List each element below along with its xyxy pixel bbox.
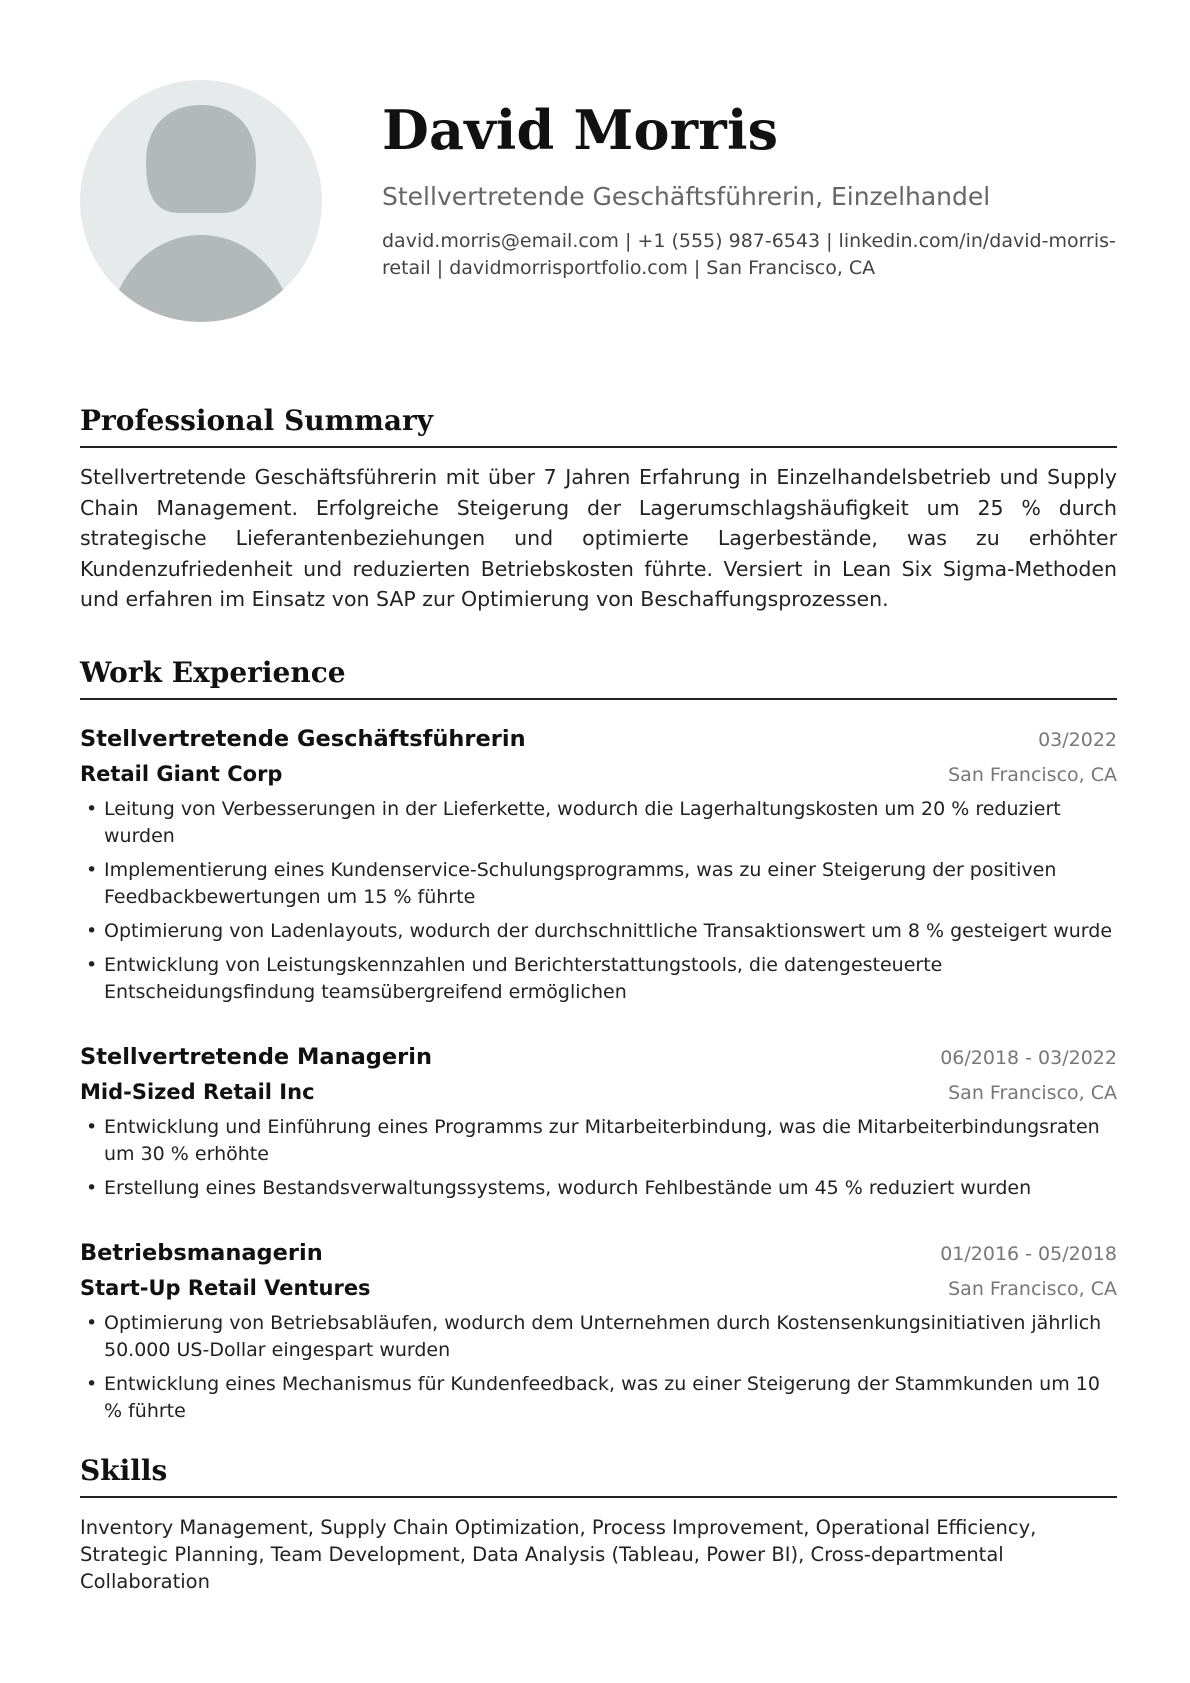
job-company: Retail Giant Corp [80,762,283,786]
experience-title: Work Experience [80,654,1117,700]
summary-section [80,402,1117,615]
job-header [80,1040,1117,1075]
bullet-item: • Entwicklung eines Mechanismus für Kundenfeedback, was zu einer Steigerung der Stammkunden um 10 % führte [80,1371,1117,1425]
summary-title: Professional Summary [80,402,1117,448]
avatar [80,80,322,322]
job-entry [80,722,1117,1006]
job-bullets [80,796,1117,1006]
job-title: Stellvertretende Managerin [80,1044,432,1070]
person-silhouette-icon [80,80,322,322]
job-company: Start-Up Retail Ventures [80,1276,371,1300]
job-title: Betriebsmanagerin [80,1240,323,1266]
summary-text: Stellvertretende Geschäftsführerin mit über 7 Jahren Erfahrung in Einzelhandelsbetrieb und Supply Chain Management. Erfolgreiche Steigerung der Lagerumschlagshäufigkeit um 25 % durch strategische Lieferantenbeziehungen und optimierte Lagerbestände, was zu erhöhter Kundenzufriedenheit und reduzierten Betriebskosten führte. Versiert in Lean Six Sigma-Methoden und erfahren im Einsatz von SAP zur Optimierung von Beschaffungsprozessen. [80,465,1117,611]
bullet-item: • Implementierung eines Kundenservice-Schulungsprogramms, was zu einer Steigerung der positiven Feedbackbewertungen um 15 % führte [80,857,1117,911]
skills-title: Skills [80,1452,1117,1498]
job-title: Stellvertretende Geschäftsführerin [80,726,526,752]
job-location: San Francisco, CA [948,764,1117,786]
bullet-item: • Optimierung von Betriebsabläufen, wodurch dem Unternehmen durch Kostensenkungsinitiativen jährlich 50.000 US-Dollar eingespart wurden [80,1310,1117,1364]
skills-section [80,1452,1117,1595]
bullet-item: • Entwicklung und Einführung eines Programms zur Mitarbeiterbindung, was die Mitarbeiterbindungsraten um 30 % erhöhte [80,1114,1117,1168]
job-bullets [80,1114,1117,1202]
job-subheader [80,757,1117,792]
job-date: 06/2018 - 03/2022 [940,1047,1117,1069]
job-entry [80,1236,1117,1425]
job-date: 03/2022 [1038,729,1117,751]
experience-section [80,654,1117,1432]
job-subheader [80,1271,1117,1306]
candidate-name: David Morris [382,98,779,162]
job-subheader [80,1075,1117,1110]
job-bullets [80,1310,1117,1425]
skills-text: Inventory Management, Supply Chain Optimization, Process Improvement, Operational Efficiency, Strategic Planning, Team Development, Data Analysis (Tableau, Power BI), Cross-departmental Collaboration [80,1516,1037,1593]
job-header [80,1236,1117,1271]
contact-info: david.morris@email.com | +1 (555) 987-6543 | linkedin.com/in/david-morris-retail | davidmorrisportfolio.com | San Francisco, CA [382,230,1116,279]
job-company: Mid-Sized Retail Inc [80,1080,315,1104]
bullet-item: • Entwicklung von Leistungskennzahlen und Berichterstattungstools, die datengesteuerte Entscheidungsfindung teamsübergreifend ermöglichen [80,952,1117,1006]
headline: Stellvertretende Geschäftsführerin, Einzelhandel [382,182,991,211]
job-location: San Francisco, CA [948,1082,1117,1104]
header-text [382,92,1117,282]
bullet-item: • Leitung von Verbesserungen in der Lieferkette, wodurch die Lagerhaltungskosten um 20 % reduziert wurden [80,796,1117,850]
job-entry [80,1040,1117,1202]
bullet-item: • Optimierung von Ladenlayouts, wodurch der durchschnittliche Transaktionswert um 8 % gesteigert wurde [80,918,1117,945]
bullet-item: • Erstellung eines Bestandsverwaltungssystems, wodurch Fehlbestände um 45 % reduziert wurden [80,1175,1117,1202]
job-location: San Francisco, CA [948,1278,1117,1300]
job-date: 01/2016 - 05/2018 [940,1243,1117,1265]
job-header [80,722,1117,757]
